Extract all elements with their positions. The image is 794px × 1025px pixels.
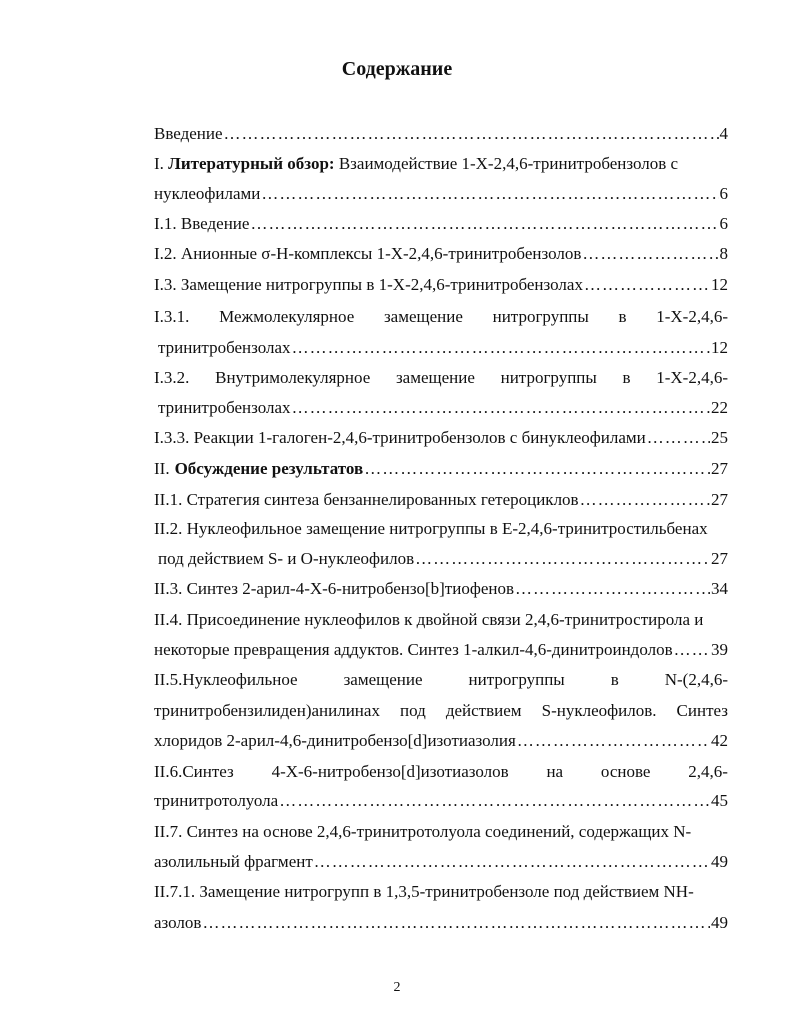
toc-page-number: 6 [719, 214, 728, 233]
toc-page-number: 27 [711, 549, 728, 568]
toc-entry-bold: Обсуждение результатов [174, 459, 364, 478]
toc-entry-text: Введение [154, 124, 223, 143]
toc-page-number: 6 [719, 184, 728, 203]
toc-entry-text: II.7.1. Замещение нитрогрупп в 1,3,5-тринитробензоле под действием NH- [154, 882, 694, 901]
toc-entry-continuation[interactable] [158, 397, 728, 419]
toc-word: 4-X-6-нитробензо[d]изотиазолов [271, 762, 509, 781]
toc-word: I.3.2. [154, 368, 190, 387]
toc-page-number: 39 [711, 640, 728, 659]
toc-entry-ii-7-1[interactable] [154, 881, 728, 903]
toc-word: тринитробензилиден)анилинах [154, 701, 380, 720]
toc-entry-continuation[interactable] [154, 730, 728, 752]
toc-page-number: 42 [711, 731, 728, 750]
toc-entry-ii-5[interactable] [154, 669, 728, 691]
toc-word: нитрогруппы [492, 307, 589, 326]
dot-leader [250, 213, 718, 235]
dot-leader [415, 548, 710, 570]
page-title: Содержание [341, 58, 453, 80]
toc-entry-continuation[interactable] [154, 790, 728, 812]
toc-page-number: 49 [711, 913, 728, 932]
toc-entry-text: тринитробензолах [158, 398, 291, 417]
toc-entry-i-3-2[interactable] [154, 367, 728, 389]
dot-leader [261, 183, 718, 205]
dot-leader [647, 427, 710, 449]
toc-entry-bold: Литературный обзор: [168, 154, 335, 173]
toc-word: 2,4,6- [688, 762, 728, 781]
toc-entry-results-discussion[interactable] [154, 458, 728, 480]
toc-entry-continuation[interactable] [154, 851, 728, 873]
dot-leader [580, 489, 710, 511]
toc-entry-continuation[interactable] [154, 912, 728, 934]
toc-word: 1-X-2,4,6- [656, 368, 728, 387]
toc-word: II.5.Нуклеофильное [154, 670, 298, 689]
toc-entry-text: тринитробензолах [158, 338, 291, 357]
toc-entry-ii-5-line2[interactable] [154, 700, 728, 722]
toc-word: нитрогруппы [468, 670, 565, 689]
toc-word: замещение [343, 670, 423, 689]
toc-entry-ii-4[interactable] [154, 609, 728, 631]
dot-leader [364, 458, 710, 480]
toc-entry-text: азолов [154, 913, 202, 932]
toc-page-number: 25 [711, 428, 728, 447]
page-number: 2 [393, 980, 401, 995]
toc-entry-text: II.2. Нуклеофильное замещение нитрогруппы в E-2,4,6-тринитростильбенах [154, 519, 708, 538]
toc-page-number: 45 [711, 791, 728, 810]
dot-leader [279, 790, 710, 812]
toc-page-number: 27 [711, 459, 728, 478]
toc-word: S-нуклеофилов. [541, 701, 657, 720]
dot-leader [202, 912, 710, 934]
toc-entry-text: хлоридов 2-арил-4,6-динитробензо[d]изотиазолия [154, 731, 516, 750]
dot-leader [292, 397, 710, 419]
toc-word: в [610, 670, 619, 689]
dot-leader [314, 851, 710, 873]
toc-word: 1-X-2,4,6- [656, 307, 728, 326]
toc-entry-ii-3[interactable] [154, 578, 728, 600]
toc-entry-text: II.7. Синтез на основе 2,4,6-тринитротолуола соединений, содержащих N- [154, 822, 692, 841]
toc-entry-text: некоторые превращения аддуктов. Синтез 1-алкил-4,6-динитроиндолов [154, 640, 673, 659]
toc-word: под [400, 701, 426, 720]
toc-entry-continuation[interactable] [154, 183, 728, 205]
toc-word: действием [445, 701, 522, 720]
toc-entry-number: II. [154, 459, 170, 478]
toc-word: Внутримолекулярное [215, 368, 371, 387]
dot-leader [515, 578, 710, 600]
toc-entry-i-2[interactable] [154, 243, 728, 265]
toc-entry-continuation[interactable] [158, 337, 728, 359]
toc-entry-ii-7[interactable] [154, 821, 728, 843]
toc-word: Синтез [676, 701, 728, 720]
toc-entry-text: I.3. Замещение нитрогруппы в 1-X-2,4,6-тринитробензолах [154, 275, 583, 294]
dot-leader [517, 730, 710, 752]
toc-entry-text: II.3. Синтез 2-арил-4-X-6-нитробензо[b]тиофенов [154, 579, 515, 598]
dot-leader [674, 639, 710, 661]
toc-page-number: 49 [711, 852, 728, 871]
toc-page-number: 27 [711, 490, 728, 509]
toc-entry-i-3-3[interactable] [154, 427, 728, 449]
toc-entry-i-1[interactable] [154, 213, 728, 235]
toc-word: в [622, 368, 631, 387]
toc-entry-continuation[interactable] [158, 548, 728, 570]
toc-entry-ii-6[interactable] [154, 761, 728, 783]
toc-page-number: 22 [711, 398, 728, 417]
toc-entry-text: II.1. Стратегия синтеза бензаннелированных гетероциклов [154, 490, 579, 509]
dot-leader [292, 337, 710, 359]
toc-word: основе [600, 762, 651, 781]
toc-entry-text: Взаимодействие 1-X-2,4,6-тринитробензолов с [338, 154, 679, 173]
toc-word: N-(2,4,6- [664, 670, 728, 689]
toc-word: в [618, 307, 627, 326]
toc-page-number: 8 [719, 244, 728, 263]
dot-leader [584, 274, 710, 296]
toc-entry-text: I.2. Анионные σ-H-комплексы 1-X-2,4,6-тринитробензолов [154, 244, 582, 263]
toc-entry-ii-1[interactable] [154, 489, 728, 511]
toc-entry-number: I. [154, 154, 164, 173]
toc-page-number: 4 [719, 124, 728, 143]
toc-entry-text: под действием S- и O-нуклеофилов [158, 549, 415, 568]
toc-entry-literature-review[interactable] [154, 153, 728, 175]
toc-entry-text: тринитротолуола [154, 791, 279, 810]
toc-entry-i-3[interactable] [154, 274, 728, 296]
toc-word: замещение [383, 307, 463, 326]
toc-entry-ii-2[interactable] [154, 518, 728, 540]
toc-page-number: 12 [711, 338, 728, 357]
toc-word: нитрогруппы [500, 368, 597, 387]
toc-entry-introduction[interactable] [154, 123, 728, 145]
toc-entry-text: II.4. Присоединение нуклеофилов к двойной связи 2,4,6-тринитростирола и [154, 610, 704, 629]
toc-word: замещение [395, 368, 475, 387]
toc-entry-text: нуклеофилами [154, 184, 261, 203]
toc-word: Межмолекулярное [219, 307, 355, 326]
toc-page-number: 34 [711, 579, 728, 598]
toc-entry-text: I.3.3. Реакции 1-галоген-2,4,6-тринитробензолов с бинуклеофилами [154, 428, 646, 447]
dot-leader [582, 243, 718, 265]
toc-word: на [546, 762, 564, 781]
toc-word: I.3.1. [154, 307, 190, 326]
dot-leader [224, 123, 719, 145]
toc-page-number: 12 [711, 275, 728, 294]
toc-entry-text: I.1. Введение [154, 214, 250, 233]
toc-entry-text: азолильный фрагмент [154, 852, 313, 871]
toc-entry-continuation[interactable] [154, 639, 728, 661]
toc-word: II.6.Синтез [154, 762, 234, 781]
toc-entry-i-3-1[interactable] [154, 306, 728, 328]
